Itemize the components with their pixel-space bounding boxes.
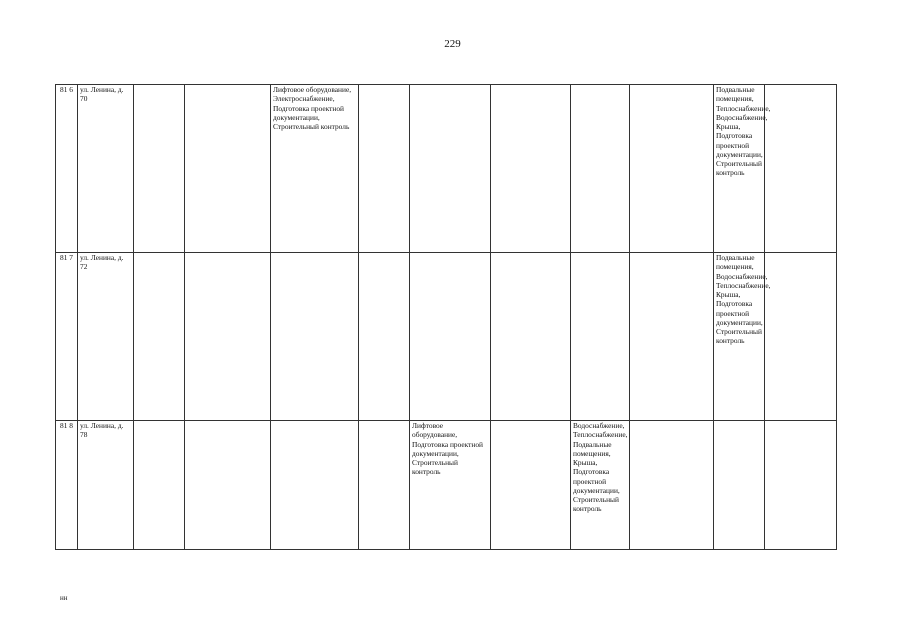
empty-cell <box>765 421 837 550</box>
empty-cell <box>134 85 185 253</box>
empty-cell <box>185 421 271 550</box>
table-row <box>56 421 837 550</box>
works-cell <box>271 253 359 421</box>
works-cell: Подвальные помещения, Водоснабжение, Теплоснабжение, Крыша, Подготовка проектной документации, Строительный контроль <box>714 253 765 421</box>
row-number: 81 8 <box>56 421 78 550</box>
works-cell: Подвальные помещения, Теплоснабжение, Водоснабжение, Крыша, Подготовка проектной документации, Строительный контроль <box>714 85 765 253</box>
empty-cell <box>630 85 714 253</box>
works-cell <box>271 421 359 550</box>
address-cell: ул. Ленина, д. 70 <box>78 85 134 253</box>
empty-cell <box>359 85 410 253</box>
works-cell <box>410 253 491 421</box>
empty-cell <box>359 421 410 550</box>
empty-cell <box>185 253 271 421</box>
footer-mark: нн <box>60 594 68 602</box>
address-cell: ул. Ленина, д. 72 <box>78 253 134 421</box>
empty-cell <box>765 85 837 253</box>
row-number: 81 7 <box>56 253 78 421</box>
empty-cell <box>630 253 714 421</box>
empty-cell <box>185 85 271 253</box>
table-row <box>56 253 837 421</box>
works-cell <box>571 253 630 421</box>
empty-cell <box>359 253 410 421</box>
empty-cell <box>765 253 837 421</box>
works-cell: Водоснабжение, Теплоснабжение, Подвальные помещения, Крыша, Подготовка проектной документации, Строительный контроль <box>571 421 630 550</box>
works-cell <box>714 421 765 550</box>
empty-cell <box>491 253 571 421</box>
empty-cell <box>491 421 571 550</box>
works-cell: Лифтовое оборудование, Подготовка проектной документации, Строительный контроль <box>410 421 491 550</box>
empty-cell <box>630 421 714 550</box>
empty-cell <box>134 421 185 550</box>
table-row <box>56 85 837 253</box>
row-number: 81 6 <box>56 85 78 253</box>
empty-cell <box>491 85 571 253</box>
works-cell: Лифтовое оборудование, Электроснабжение, Подготовка проектной документации, Строительный контроль <box>271 85 359 253</box>
address-cell: ул. Ленина, д. 78 <box>78 421 134 550</box>
works-cell <box>571 85 630 253</box>
works-table <box>55 84 837 550</box>
works-cell <box>410 85 491 253</box>
page-number: 229 <box>444 38 461 50</box>
empty-cell <box>134 253 185 421</box>
